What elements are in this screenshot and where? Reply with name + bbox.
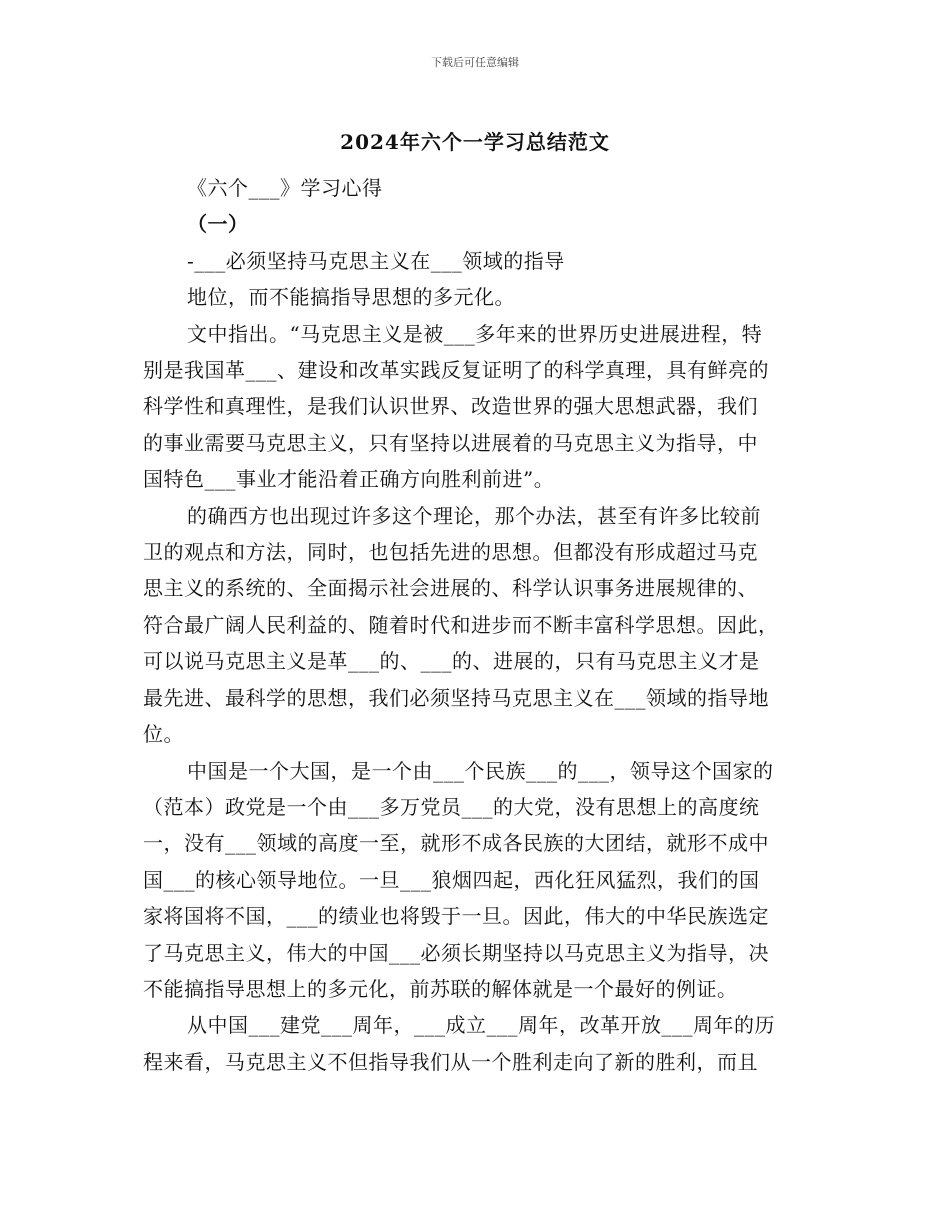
paragraph-line: 中国是一个大国，是一个由___个民族___的___，领导这个国家的 <box>187 758 774 783</box>
document-title: 2024年六个一学习总结范文 <box>340 130 610 154</box>
subtitle-line: 《六个___》学习心得 <box>187 176 383 200</box>
document-body <box>143 170 811 1080</box>
header-note: 下载后可任意编辑 <box>431 56 519 69</box>
paragraph-line: 别是我国革___、建设和改革实践反复证明了的科学真理，具有鲜亮的 <box>143 358 769 383</box>
paragraph-line: 了马克思主义，伟大的中国___必须长期坚持以马克思主义为指导，决 <box>143 940 769 965</box>
paragraph-line: 从中国___建党___周年，___成立___周年，改革开放___周年的历 <box>187 1013 775 1038</box>
paragraph-line: 可以说马克思主义是革___的、___的、进展的，只有马克思主义才是 <box>143 649 760 674</box>
paragraph-line: 卫的观点和方法，同时，也包括先进的思想。但都没有形成超过马克 <box>143 540 758 565</box>
paragraph-line: 符合最广阔人民利益的、随着时代和进步而不断丰富科学思想。因此， <box>143 612 779 637</box>
paragraph-line: 思主义的系统的、全面揭示社会进展的、科学认识事务进展规律的、 <box>143 576 758 601</box>
paragraph-line: 的事业需要马克思主义，只有坚持以进展着的马克思主义为指导，中 <box>143 430 758 455</box>
paragraph-line: （范本）政党是一个由___多万党员___的大党，没有思想上的高度统 <box>143 794 760 819</box>
paragraph-line: 家将国将不国，___的绩业也将毁于一旦。因此，伟大的中华民族选定 <box>143 904 769 929</box>
paragraph-line: 文中指出。“马克思主义是被___多年来的世界历史进展进程，特 <box>187 321 763 346</box>
paragraph-line: 一，没有___领域的高度一至，就形不成各民族的大团结，就形不成中 <box>143 831 769 856</box>
paragraph-line: 位。 <box>143 722 184 747</box>
paragraph-line: -___必须坚持马克思主义在___领域的指导 <box>187 248 565 273</box>
paragraph-line: 的确西方也出现过许多这个理论，那个办法，甚至有许多比较前 <box>187 503 761 528</box>
paragraph-line: 不能搞指导思想上的多元化，前苏联的解体就是一个最好的例证。 <box>143 976 738 1001</box>
paragraph-line: 最先进、最科学的思想，我们必须坚持马克思主义在___领域的指导地 <box>143 685 769 710</box>
paragraph-line: 程来看，马克思主义不但指导我们从一个胜利走向了新的胜利，而且 <box>143 1049 758 1074</box>
section-heading: （一） <box>187 212 249 237</box>
paragraph-line: 国特色___事业才能沿着正确方向胜利前进”。 <box>143 467 555 492</box>
paragraph-line: 科学性和真理性，是我们认识世界、改造世界的强大思想武器，我们 <box>143 394 758 419</box>
paragraph-line: 地位，而不能搞指导思想的多元化。 <box>187 285 515 310</box>
paragraph-line: 国___的核心领导地位。一旦___狼烟四起，西化狂风猛烈，我们的国 <box>143 867 760 892</box>
